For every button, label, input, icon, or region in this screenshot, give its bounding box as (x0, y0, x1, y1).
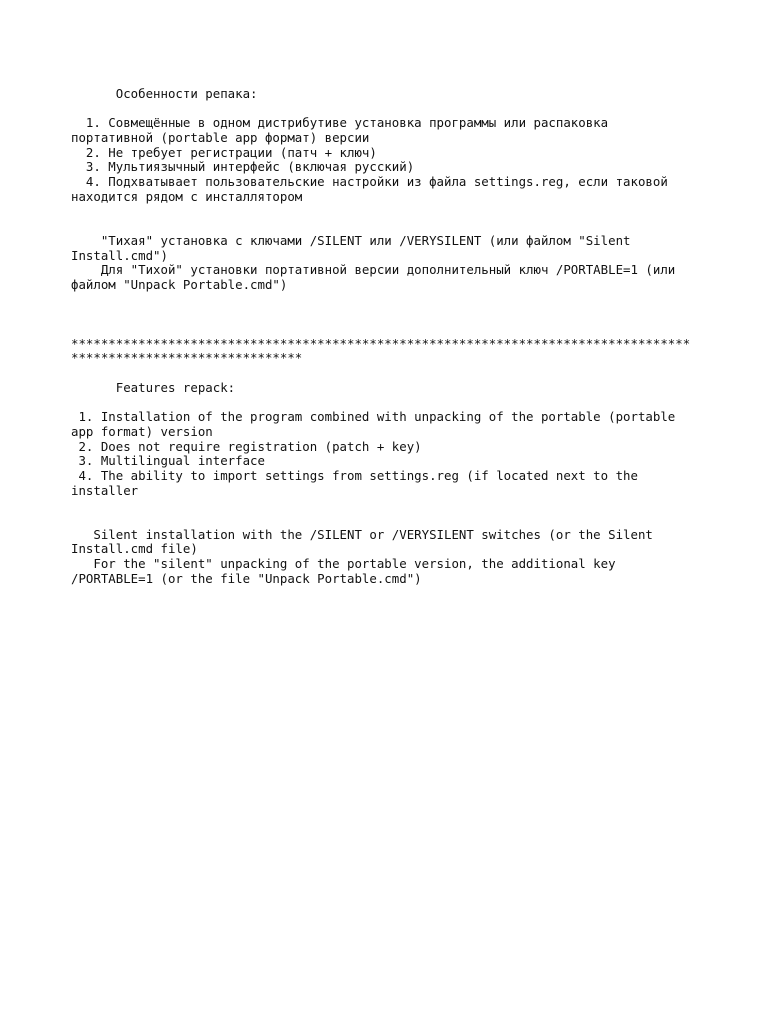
separator-line: *********************************************************************************** (71, 335, 691, 351)
text-line: 1. Installation of the program combined with unpacking of the portable (portable (71, 409, 676, 425)
text-line: 4. The ability to import settings from settings.reg (if located next to the (71, 467, 638, 483)
text-line: 3. Multilingual interface (71, 453, 265, 469)
text-line (71, 322, 761, 337)
text-line: находится рядом с инсталлятором (71, 188, 303, 204)
text-line (71, 395, 761, 410)
text-line: Особенности репака: (71, 86, 258, 101)
text-line: 2. Does not require registration (patch + key) (71, 438, 422, 454)
text-line: Install.cmd file) (71, 541, 198, 557)
text-line: For the "silent" unpacking of the portable version, the additional key (71, 556, 616, 571)
text-line: 4. Подхватывает пользовательские настройки из файла settings.reg, если таковой (71, 174, 668, 190)
text-line: 2. Не требует регистрации (патч + ключ) (71, 144, 377, 160)
text-line: installer (71, 482, 139, 498)
text-line (71, 366, 761, 381)
text-line: Install.cmd") (71, 247, 168, 263)
text-line: файлом "Unpack Portable.cmd") (71, 276, 288, 292)
separator-line: ******************************* (71, 350, 303, 366)
document-page (71, 87, 761, 586)
text-line: Для "Тихой" установки портативной версии дополнительный ключ /PORTABLE=1 (или (71, 262, 676, 278)
text-line (71, 293, 761, 308)
text-line (71, 102, 761, 117)
text-line: Features repack: (71, 379, 236, 395)
text-line: 1. Совмещённые в одном дистрибутиве установка программы или распаковка (71, 115, 609, 131)
text-line: Silent installation with the /SILENT or /VERYSILENT switches (or the Silent (71, 526, 653, 542)
text-line: 3. Мультиязычный интерфейс (включая русский) (71, 159, 415, 175)
text-line: /PORTABLE=1 (or the file "Unpack Portable.cmd") (71, 570, 422, 586)
text-line (71, 513, 761, 528)
text-line (71, 498, 761, 513)
text-line (71, 307, 761, 322)
text-line: портативной (portable app формат) версии (71, 130, 370, 146)
text-line (71, 205, 761, 220)
text-line: app format) version (71, 423, 213, 439)
text-line: "Тихая" установка с ключами /SILENT или /VERYSILENT (или файлом "Silent (71, 232, 631, 248)
text-line (71, 219, 761, 234)
